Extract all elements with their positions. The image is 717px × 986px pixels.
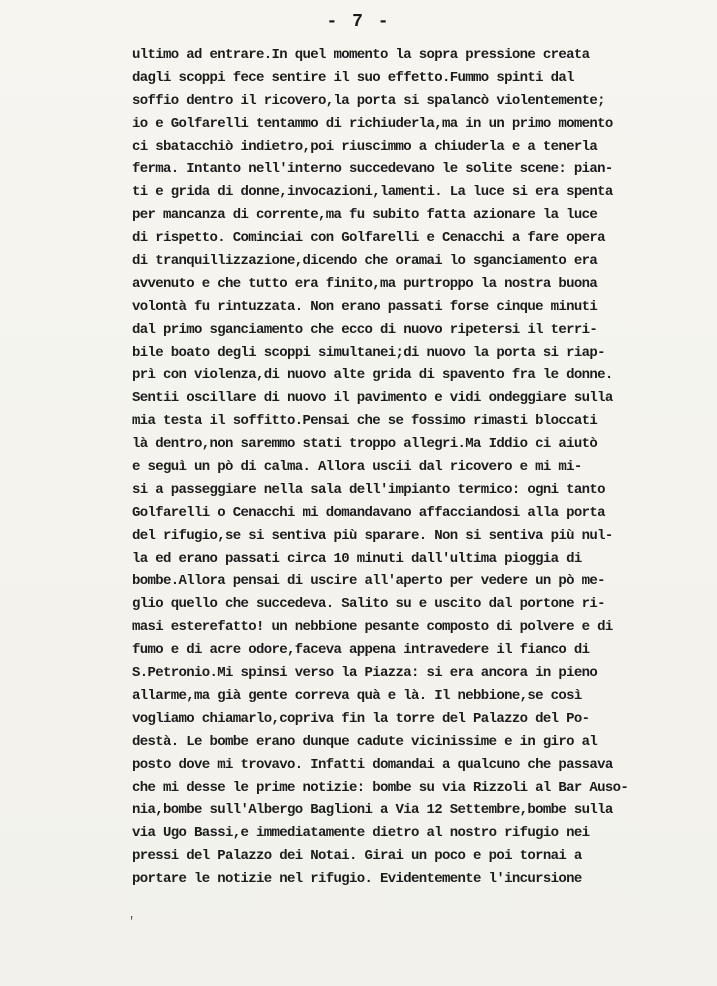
text-line: destà. Le bombe erano dunque cadute vicinissime e in giro al [132,733,598,750]
text-line: posto dove mi trovavo. Infatti domandai a qualcuno che passava [132,756,613,773]
text-line: di tranquillizzazione,dicendo che oramai lo sganciamento era [132,253,598,270]
text-line: dal primo sganciamento che ecco di nuovo ripetersi il terri- [132,321,598,338]
text-line: bile boato degli scoppi simultanei;di nuovo la porta si riap- [132,344,605,361]
page-number: - 7 - [326,12,391,32]
text-line: portare le notizie nel rifugio. Evidentemente l'incursione [132,871,582,888]
text-line: vogliamo chiamarlo,copriva fin la torre del Palazzo del Po- [132,710,590,727]
text-line: masi esterefatto! un nebbione pesante composto di polvere e di [132,619,613,636]
text-line: del rifugio,se si sentiva più sparare. Non si sentiva più nul- [132,527,613,544]
text-line: Golfarelli o Cenacchi mi domandavano affacciandosi alla porta [132,504,605,521]
text-line: volontà fu rintuzzata. Non erano passati forse cinque minuti [132,298,598,315]
text-line: ci sbatacchiò indietro,poi riuscimmo a chiuderla e a tenerla [132,138,598,155]
text-line: e seguì un pò di calma. Allora uscii dal ricovero e mi mi- [132,459,582,476]
text-line: io e Golfarelli tentammo di richiuderla,ma in un primo momento [132,115,613,132]
text-line: per mancanza di corrente,ma fu subito fatta azionare la luce [132,207,598,224]
text-line: pressi del Palazzo dei Notai. Girai un poco e poi tornai a [132,848,582,865]
text-line: prì con violenza,di nuovo alte grida di spavento fra le donne. [132,367,613,384]
margin-mark: ' [128,915,136,929]
text-line: allarme,ma già gente correva quà e là. Il nebbione,se così [132,687,582,704]
body-text [132,44,692,891]
text-line: dagli scoppi fece sentire il suo effetto.Fummo spinti dal [132,69,574,86]
text-line: ultimo ad entrare.In quel momento la sopra pressione creata [132,47,590,63]
text-line: là dentro,non saremmo stati troppo allegri.Ma Iddio ci aiutò [132,436,598,453]
text-line: glio quello che succedeva. Salito su e uscito dal portone ri- [132,596,605,613]
text-line: nia,bombe sull'Albergo Baglioni a Via 12 Settembre,bombe sulla [132,802,613,819]
text-line: bombe.Allora pensai di uscire all'aperto per vedere un pò me- [132,573,605,590]
text-line: ti e grida di donne,invocazioni,lamenti. La luce si era spenta [132,184,613,201]
text-line: si a passeggiare nella sala dell'impianto termico: ogni tanto [132,481,605,498]
text-line: ferma. Intanto nell'interno succedevano le solite scene: pian- [132,161,613,178]
text-line: di rispetto. Cominciai con Golfarelli e Cenacchi a fare opera [132,230,605,247]
text-line: soffio dentro il ricovero,la porta si spalancò violentemente; [132,92,605,109]
text-line: via Ugo Bassi,e immediatamente dietro al nostro rifugio nei [132,825,590,842]
text-line: fumo e di acre odore,faceva appena intravedere il fianco di [132,642,590,659]
text-line: la ed erano passati circa 10 minuti dall'ultima pioggia di [132,550,582,567]
text-line: avvenuto e che tutto era finito,ma purtroppo la nostra buona [132,275,598,292]
text-line: che mi desse le prime notizie: bombe su via Rizzoli al Bar Auso- [132,779,629,796]
text-line: S.Petronio.Mi spinsi verso la Piazza: si era ancora in pieno [132,665,598,682]
text-line: mia testa il soffitto.Pensai che se fossimo rimasti bloccati [132,413,598,430]
text-line: Sentii oscillare di nuovo il pavimento e vidi ondeggiare sulla [132,390,613,407]
